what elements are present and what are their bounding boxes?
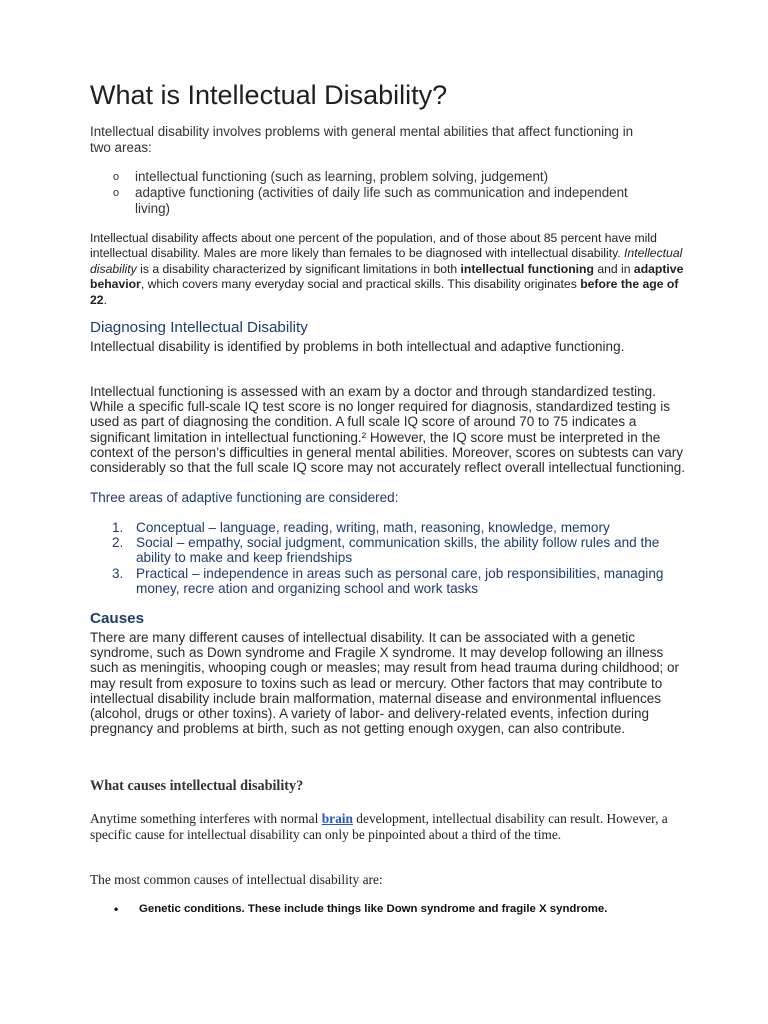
prevalence-paragraph — [90, 231, 690, 308]
functioning-areas-list — [90, 169, 650, 217]
brain-link[interactable]: brain — [321, 811, 353, 826]
list-item-text: adaptive functioning (activities of daily life such as communication and independent living) — [135, 185, 628, 216]
what-causes-heading: What causes intellectual disability? — [90, 778, 304, 794]
text-run: development, intellectual disability can result. However, a specific cause for intellectual disability can only be pinpointed about a third of the time. — [90, 811, 668, 842]
bold-term: adaptive behavior — [90, 261, 684, 292]
list-number: 2. — [112, 535, 124, 551]
list-number: 1. — [112, 520, 124, 535]
adaptive-intro: Three areas of adaptive functioning are considered: — [90, 490, 399, 505]
page-title: What is Intellectual Disability? — [90, 80, 448, 110]
list-item — [90, 566, 690, 596]
diagnosing-paragraph: Intellectual disability is identified by problems in both intellectual and adaptive functioning. — [90, 339, 625, 354]
list-item — [90, 185, 650, 217]
diagnosing-heading: Diagnosing Intellectual Disability — [90, 319, 308, 336]
text-run: . — [103, 292, 107, 307]
text-run: , which covers many everyday social and practical skills. This disability originates — [140, 277, 581, 292]
text-run: and in — [593, 261, 634, 276]
list-item-text: Social – empathy, social judgment, communication skills, the ability follow rules and the ability to make and keep friendships — [136, 535, 660, 566]
common-causes-intro: The most common causes of intellectual disability are: — [90, 872, 383, 887]
circle-bullet-icon: o — [113, 171, 120, 183]
list-item-text: Genetic conditions. These include things like Down syndrome and fragile X syndrome. — [139, 903, 608, 915]
bold-term: intellectual functioning — [460, 261, 594, 276]
adaptive-areas-list — [90, 520, 690, 596]
intro-paragraph: Intellectual disability involves problems with general mental abilities that affect functioning in two areas: — [90, 124, 634, 155]
text-run: Anytime something interferes with normal — [90, 811, 322, 826]
list-item-text: intellectual functioning (such as learning, problem solving, judgement) — [135, 169, 549, 184]
causes-paragraph: There are many different causes of intellectual disability. It can be associated with a genetic syndrome, such as Down syndrome and Fragile X syndrome. It may develop following an illness such as meningitis, whooping cough or measles; may result from head trauma during childhood; or may result from exposure to toxins such as lead or mercury. Other factors that may contribute to intellectual disability include brain malformation, maternal disease and environmental influences (alcohol, drugs or other toxins). A variety of labor- and delivery-related events, infection during pregnancy and problems at birth, such as not getting enough oxygen, can also contribute. — [90, 630, 680, 737]
what-causes-paragraph — [90, 811, 690, 843]
text-run: is a disability characterized by significant limitations in both — [136, 261, 461, 276]
bold-term: before the age of 22 — [90, 277, 679, 307]
list-number: 3. — [112, 565, 124, 581]
circle-bullet-icon: o — [113, 187, 120, 199]
text-run: Intellectual disability affects about one percent of the population, and of those about 85 percent have mild intellectual disability. Males are more likely than females to be diagnosed with intellectual disability. — [90, 231, 657, 261]
common-causes-list — [90, 902, 690, 917]
list-item — [90, 169, 650, 185]
list-item-text: Practical – independence in areas such as personal care, job responsibilities, managing money, recre ation and organizing school and work tasks — [136, 565, 664, 596]
intellectual-functioning-paragraph: Intellectual functioning is assessed with an exam by a doctor and through standardized testing. While a specific full-scale IQ test score is no longer required for diagnosis, standardized testing is used as part of diagnosing the condition. A full scale IQ score of around 70 to 75 indicates a significant limitation in intellectual functioning.² However, the IQ score must be interpreted in the context of the person’s difficulties in general mental abilities. Moreover, scores on subtests can vary considerably so that the full scale IQ score may not accurately reflect overall intellectual functioning. — [90, 384, 686, 476]
list-item-text: Conceptual – language, reading, writing, math, reasoning, knowledge, memory — [136, 520, 610, 535]
list-item — [90, 520, 690, 535]
italic-term: Intellectual disability — [90, 246, 683, 276]
list-item — [90, 535, 690, 565]
list-item — [90, 902, 690, 917]
bullet-icon: • — [114, 902, 119, 916]
causes-heading: Causes — [90, 610, 145, 627]
